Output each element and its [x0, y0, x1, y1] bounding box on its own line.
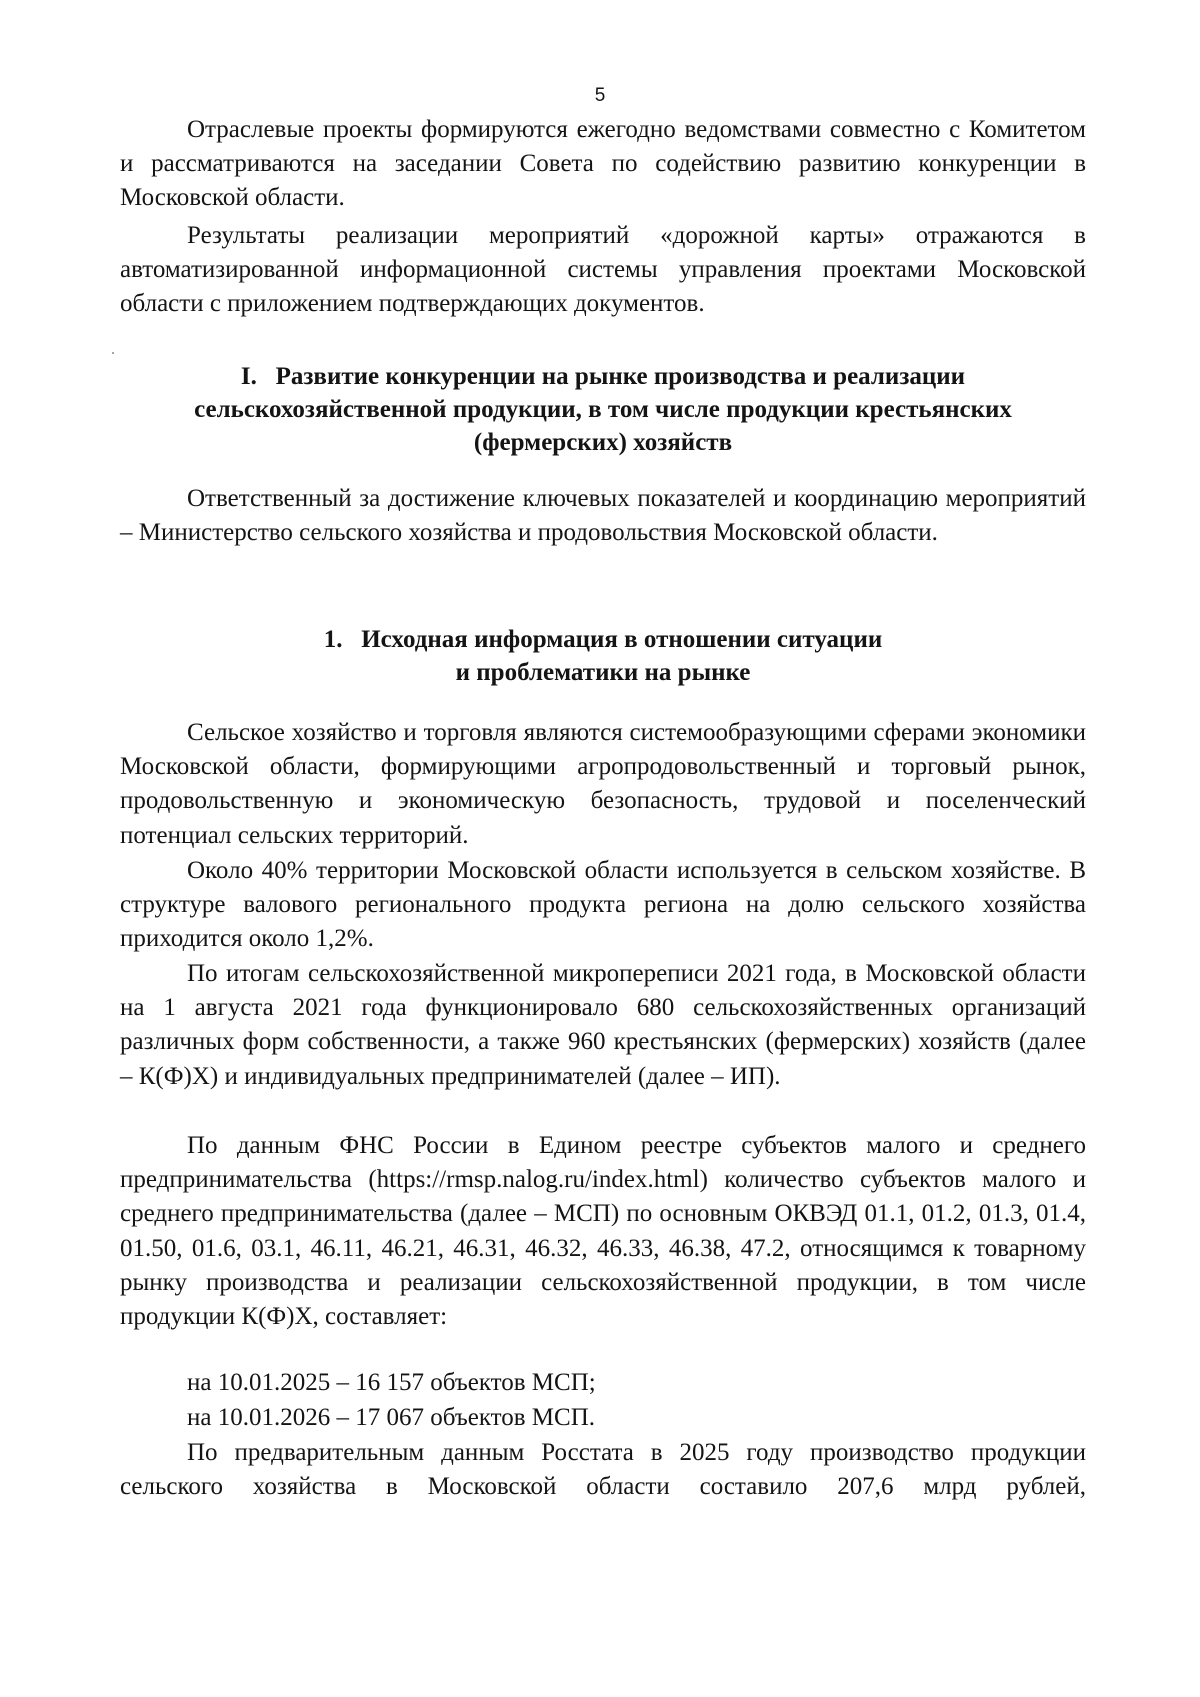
paragraph-5: [120, 854, 1093, 957]
paragraph-1-text: Отраслевые проекты формируются ежегодно ведомствами совместно с Комитетом и рассматриваются на заседании Совета по содействию развитию конкуренции в Московской области.: [120, 116, 1093, 212]
paragraph-2: [120, 219, 1093, 322]
paragraph-4: [120, 716, 1093, 853]
list-item-2026: [120, 1401, 1086, 1435]
paragraph-1: [120, 113, 1093, 216]
list-item-2025-text: на 10.01.2025 – 16 157 объектов МСП;: [187, 1369, 596, 1396]
list-item-2025: [120, 1366, 1086, 1400]
scan-speck: [112, 352, 114, 354]
paragraph-5-text: Около 40% территории Московской области используется в сельском хозяйстве. В структуре валового регионального продукта региона на долю сельского хозяйства приходится около 1,2%.: [120, 857, 1093, 953]
paragraph-10-text: По предварительным данным Росстата в 2025 году производство продукции сельского хозяйства в Московской области составило 207,6 млрд рублей,: [120, 1439, 1093, 1501]
paragraph-7-text: По данным ФНС России в Едином реестре субъектов малого и среднего предпринимательства (https://rmsp.nalog.ru/index.html) количество субъектов малого и среднего предпринимательства (далее – МСП) по основным ОКВЭД 01.1, 01.2, 01.3, 01.4, 01.50, 01.6, 03.1, 46.11, 46.21, 46.31, 46.32, 46.33, 46.38, 47.2, относящимся к товарному рынку производства и реализации сельскохозяйственной продукции, в том числе продукции К(Ф)Х, составляет:: [120, 1132, 1093, 1331]
paragraph-6-text: По итогам сельскохозяйственной микропереписи 2021 года, в Московской области на 1 августа 2021 года функционировало 680 сельскохозяйственных организаций различных форм собственности, а также 960 крестьянских (фермерских) хозяйств (далее – К(Ф)Х) и индивидуальных предпринимателей (далее – ИП).: [120, 960, 1093, 1090]
paragraph-10: [120, 1436, 1093, 1504]
subsection-heading: [120, 623, 1086, 689]
subsection-heading-line-1: 1. Исходная информация в отношении ситуации: [323, 626, 883, 653]
section-heading-line-3: (фермерских) хозяйств: [473, 429, 733, 456]
section-heading: [120, 360, 1086, 459]
paragraph-6: [120, 957, 1093, 1094]
paragraph-3-text: Ответственный за достижение ключевых показателей и координацию мероприятий – Министерство сельского хозяйства и продовольствия Московской области.: [120, 485, 1093, 547]
list-item-2026-text: на 10.01.2026 – 17 067 объектов МСП.: [187, 1404, 596, 1431]
paragraph-3: [120, 482, 1093, 550]
page-number: 5: [594, 85, 606, 106]
paragraph-7: [120, 1129, 1093, 1334]
section-heading-line-2: сельскохозяйственной продукции, в том числе продукции крестьянских: [194, 396, 1012, 423]
subsection-heading-line-2: и проблематики на рынке: [455, 659, 751, 686]
paragraph-2-text: Результаты реализации мероприятий «дорожной карты» отражаются в автоматизированной информационной системы управления проектами Московской области с приложением подтверждающих документов.: [120, 222, 1093, 318]
paragraph-4-text: Сельское хозяйство и торговля являются системообразующими сферами экономики Московской области, формирующими агропродовольственный и торговый рынок, продовольственную и экономическую безопасность, трудовой и поселенческий потенциал сельских территорий.: [120, 719, 1093, 849]
section-heading-line-1: I. Развитие конкуренции на рынке производства и реализации: [240, 363, 966, 390]
